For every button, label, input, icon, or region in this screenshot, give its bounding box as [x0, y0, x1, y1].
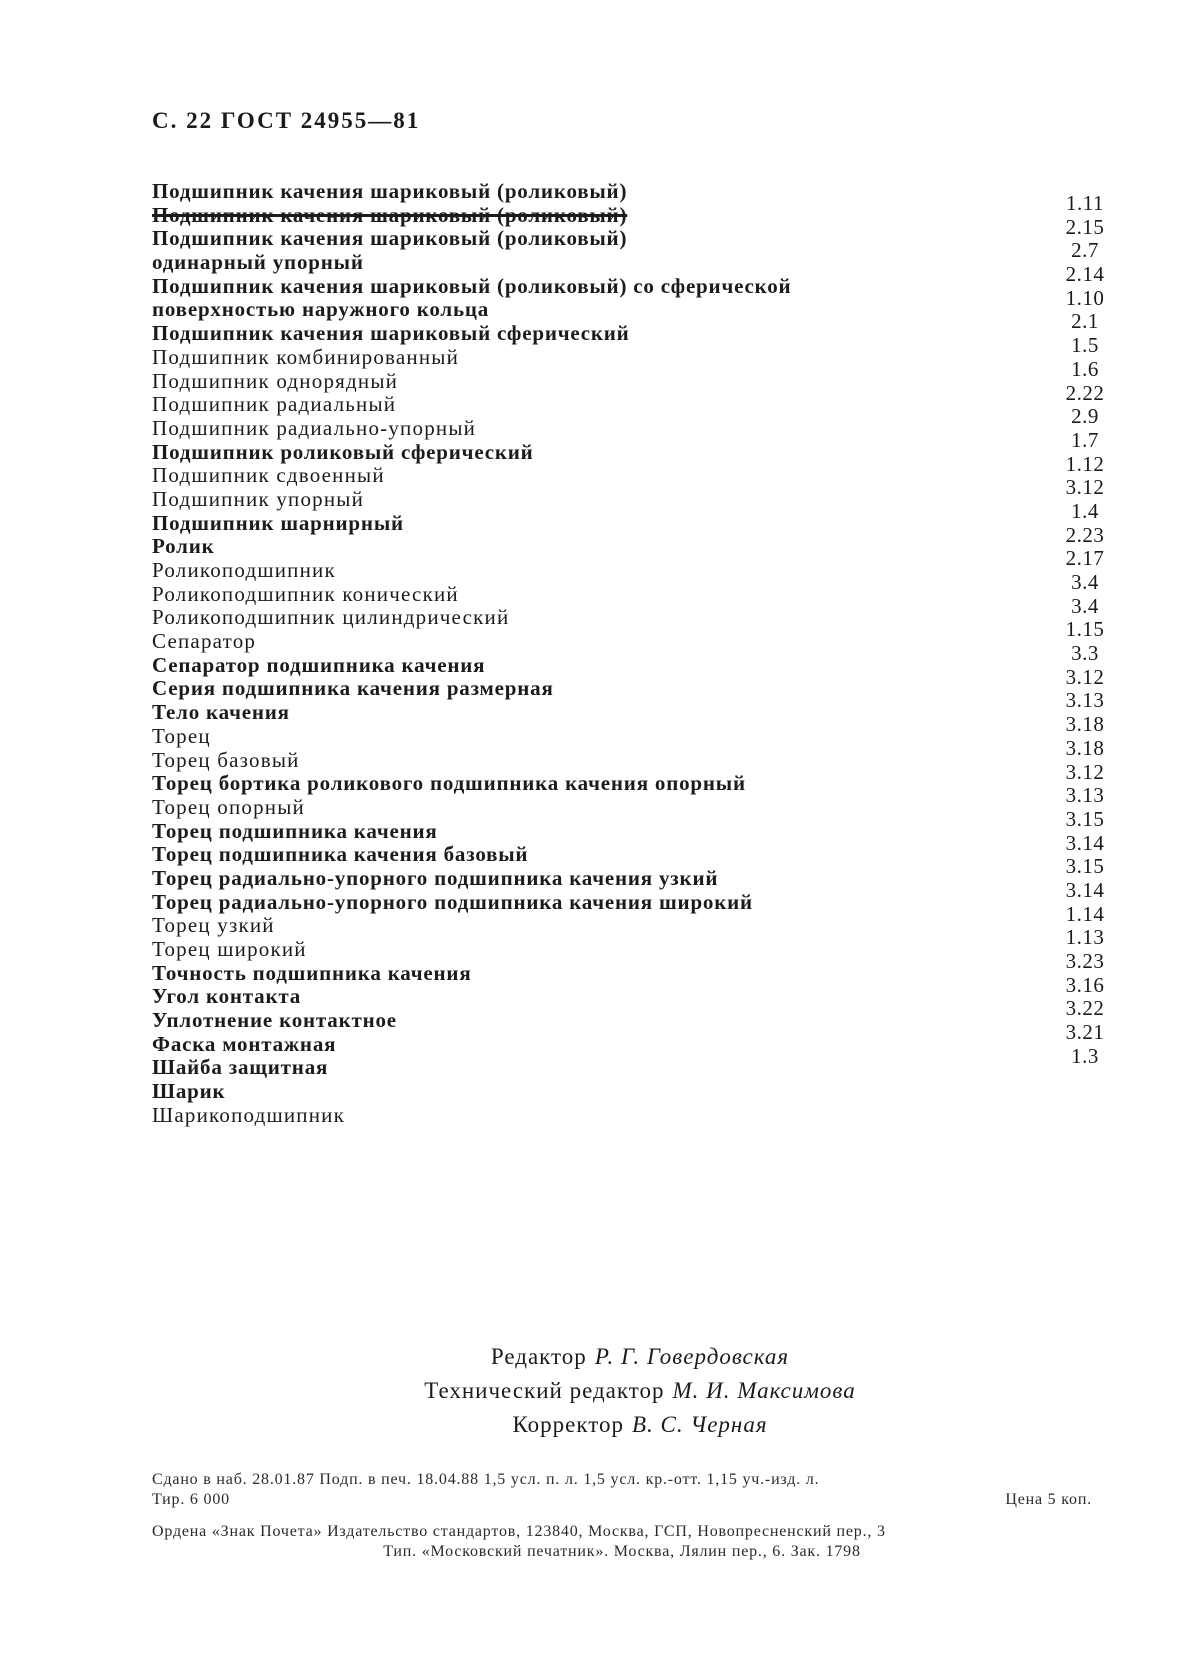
index-term: Подшипник шарнирный — [152, 510, 404, 535]
index-term: Торец подшипника качения — [152, 818, 438, 843]
index-term: Подшипник качения шариковый сферический — [152, 321, 630, 346]
index-number: 3.4 — [1071, 593, 1099, 618]
index-number: 1.7 — [1071, 427, 1099, 452]
staff-credits — [340, 1340, 940, 1442]
index-number: 3.22 — [1065, 996, 1105, 1021]
index-number: 3.15 — [1065, 806, 1105, 831]
index-number: 1.14 — [1065, 901, 1105, 926]
index-number: 1.15 — [1065, 617, 1105, 642]
imprint-circulation-price — [152, 1490, 1092, 1510]
index-term: Уплотнение контактное — [152, 1008, 397, 1033]
index-number: 2.7 — [1071, 238, 1099, 263]
index-term: Фаска монтажная — [152, 1031, 337, 1056]
index-term: Подшипник радиально-упорный — [152, 415, 477, 440]
staff-name: Р. Г. Говердовская — [594, 1344, 790, 1369]
index-term: Торец — [152, 723, 211, 748]
index-terms-column — [152, 180, 852, 1128]
page-header: С. 22 ГОСТ 24955—81 — [152, 108, 421, 133]
index-term: Подшипник качения шариковый (роликовый) со сферической — [152, 273, 792, 298]
index-number: 3.14 — [1065, 830, 1105, 855]
index-number: 3.12 — [1065, 664, 1105, 689]
index-term: Подшипник комбинированный — [152, 344, 460, 369]
proofreader-line — [340, 1408, 940, 1442]
index-term: Шарик — [152, 1079, 226, 1104]
imprint-block — [152, 1470, 1092, 1562]
index-number: 1.13 — [1065, 925, 1105, 950]
index-number: 2.15 — [1065, 214, 1105, 239]
index-term: Подшипник качения шариковый (роликовый) — [152, 179, 628, 203]
index-number: 3.18 — [1065, 735, 1105, 760]
index-number: 2.23 — [1065, 522, 1105, 547]
index-number: 3.4 — [1071, 570, 1099, 594]
index-term: Тело качения — [152, 700, 290, 725]
index-term: Роликоподшипник — [152, 558, 336, 582]
index-number: 1.11 — [1066, 191, 1104, 215]
index-number: 3.13 — [1065, 783, 1105, 808]
index-number: 3.21 — [1065, 1020, 1105, 1045]
editor-line — [340, 1340, 940, 1374]
index-number: 1.5 — [1071, 333, 1099, 358]
index-number: 1.3 — [1071, 1043, 1099, 1068]
index-term: Сепаратор подшипника качения — [152, 652, 486, 677]
index-term: Подшипник сдвоенный — [152, 463, 385, 488]
index-term: Шайба защитная — [152, 1055, 329, 1080]
index-term: Торец радиально-упорного подшипника качения широкий — [152, 889, 753, 914]
index-term: Подшипник упорный — [152, 486, 365, 511]
index-term: Торец широкий — [152, 937, 307, 961]
index-term: Точность подшипника качения — [152, 960, 472, 985]
index-number: 3.23 — [1065, 949, 1105, 973]
index-term: Подшипник роликовый сферический — [152, 439, 534, 464]
index-number: 2.17 — [1065, 546, 1105, 571]
index-term: Торец подшипника качения базовый — [152, 842, 529, 867]
index-term: Угол контакта — [152, 984, 302, 1009]
index-number: 3.14 — [1065, 877, 1105, 902]
imprint-print-info: Сдано в наб. 28.01.87 Подп. в печ. 18.04.88 1,5 усл. п. л. 1,5 усл. кр.-отт. 1,15 уч.-изд. л. — [152, 1471, 820, 1488]
index-number: 3.13 — [1065, 688, 1105, 713]
index-term: одинарный упорный — [152, 250, 364, 275]
imprint-price: Цена 5 коп. — [1005, 1491, 1092, 1508]
index-term: поверхностью наружного кольца — [152, 297, 490, 322]
index-term: Роликоподшипник конический — [152, 581, 459, 606]
staff-role: Технический редактор — [424, 1378, 665, 1403]
index-term: Подшипник качения шариковый (роликовый) — [152, 202, 628, 227]
index-number: 3.12 — [1065, 475, 1105, 500]
index-number: 1.12 — [1065, 451, 1105, 476]
index-numbers-column — [1040, 192, 1130, 1068]
index-number: 3.18 — [1065, 712, 1105, 737]
index-term: Ролик — [152, 534, 215, 559]
index-number: 3.16 — [1065, 972, 1105, 997]
index-term: Торец бортика роликового подшипника качения опорный — [152, 771, 746, 796]
index-term: Торец опорный — [152, 794, 305, 819]
index-term: Подшипник качения шариковый (роликовый) — [152, 226, 628, 251]
index-number: 2.14 — [1065, 262, 1105, 287]
imprint-printer: Тип. «Московский печатник». Москва, Лялин пер., 6. Зак. 1798 — [383, 1543, 861, 1560]
index-number: 3.12 — [1065, 759, 1105, 784]
index-term: Сепаратор — [152, 629, 257, 654]
imprint-publisher: Ордена «Знак Почета» Издательство стандартов, 123840, Москва, ГСП, Новопресненский пер., 3 — [152, 1523, 886, 1540]
staff-role: Корректор — [512, 1412, 624, 1437]
index-term: Торец радиально-упорного подшипника качения узкий — [152, 865, 719, 890]
index-term: Подшипник радиальный — [152, 392, 397, 417]
index-number: 1.4 — [1071, 498, 1099, 523]
index-term: Подшипник однорядный — [152, 368, 399, 393]
index-number: 3.3 — [1071, 641, 1099, 666]
staff-name: В. С. Черная — [631, 1412, 768, 1437]
index-number: 2.1 — [1071, 309, 1099, 334]
index-number: 2.22 — [1065, 380, 1105, 405]
index-number: 3.15 — [1065, 854, 1105, 879]
staff-role: Редактор — [490, 1344, 587, 1369]
imprint-circulation: Тир. 6 000 — [152, 1491, 230, 1508]
technical-editor-line — [340, 1374, 940, 1408]
index-number: 2.9 — [1071, 404, 1099, 429]
index-term: Серия подшипника качения размерная — [152, 676, 554, 701]
index-number: 1.6 — [1071, 356, 1099, 381]
index-term: Торец узкий — [152, 913, 275, 938]
index-term: Торец базовый — [152, 747, 300, 772]
index-number: 1.10 — [1065, 285, 1105, 310]
index-term: Роликоподшипник цилиндрический — [152, 605, 510, 630]
index-term: Шарикоподшипник — [152, 1102, 346, 1127]
staff-name: М. И. Максимова — [672, 1378, 856, 1403]
